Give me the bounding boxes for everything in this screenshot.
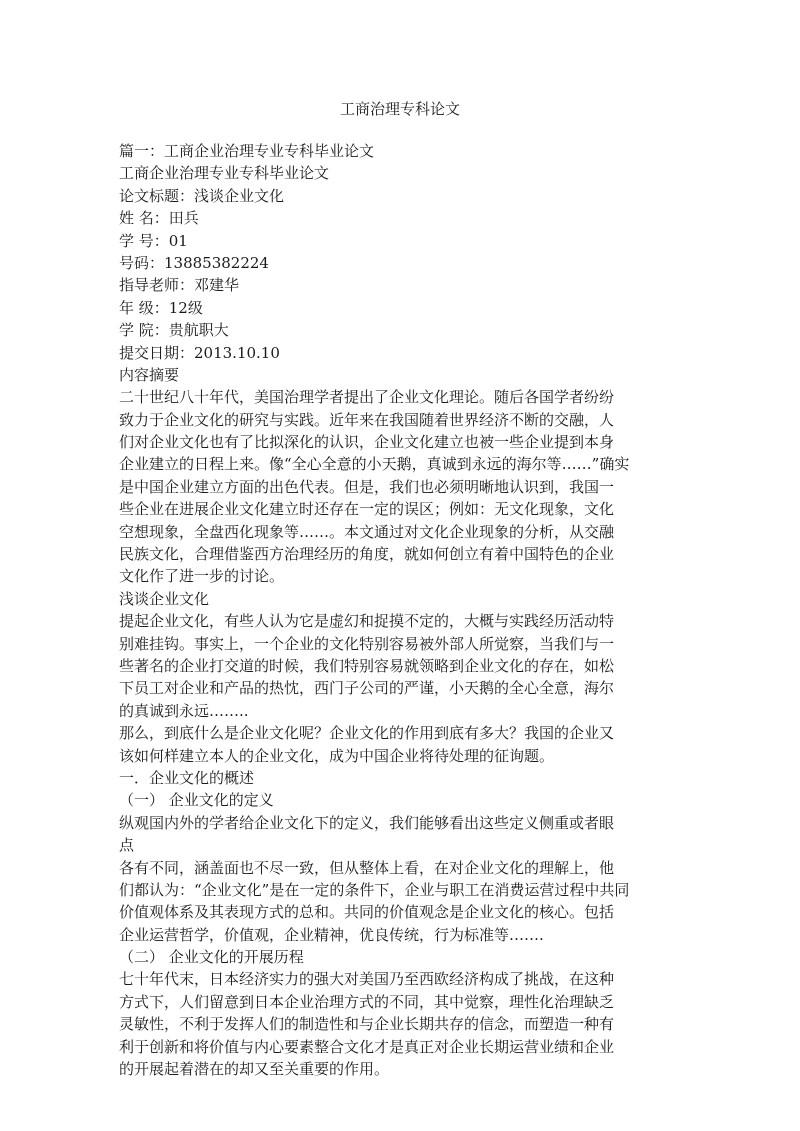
text-line: 学 院：贵航职大 [119,321,229,340]
text-line: 企业建立的日程上来。像“全心全意的小天鹅，真诚到永远的海尔等……”确实 [119,455,630,474]
text-line: 些著名的企业打交道的时候，我们特别容易就领略到企业文化的存在，如松 [119,656,615,675]
text-line: 工商企业治理专业专科毕业论文 [119,164,330,183]
text-line: 方式下，人们留意到日本企业治理方式的不同，其中觉察，理性化治理缺乏 [119,992,615,1011]
document-title: 工商治理专科论文 [339,100,460,118]
text-line: 提起企业文化，有些人认为它是虚幻和捉摸不定的，大概与实践经历活动特 [119,612,615,631]
text-line: 七十年代末，日本经济实力的强大对美国乃至西欧经济构成了挑战，在这种 [119,970,615,989]
text-line: 论文标题：浅谈企业文化 [119,186,285,205]
text-line: 的开展起着潜在的却又至关重要的作用。 [119,1060,390,1079]
text-line: 姓 名：田兵 [119,209,199,228]
text-line: 文化作了进一步的讨论。 [119,567,285,586]
text-line: 点 [119,836,135,855]
text-line: 们对企业文化也有了比拟深化的认识，企业文化建立也被一些企业提到本身 [119,433,615,452]
text-line: 致力于企业文化的研究与实践。近年来在我国随着世界经济不断的交融，人 [119,410,615,429]
text-line: 年 级：12级 [119,298,203,317]
text-line: 是中国企业建立方面的出色代表。但是，我们也必须明晰地认识到，我国一 [119,477,615,496]
text-line: 篇一：工商企业治理专业专科毕业论文 [119,142,375,160]
text-line: 空想现象，全盘西化现象等……。本文通过对文化企业现象的分析，从交融 [119,522,615,541]
text-line: 民族文化，合理借鉴西方治理经历的角度，就如何创立有着中国特色的企业 [119,545,615,564]
text-line: （一） 企业文化的定义 [119,791,274,810]
text-line: 企业运营哲学，价值观，企业精神，优良传统，行为标准等……. [119,925,544,944]
text-line: 价值观体系及其表现方式的总和。共同的价值观念是企业文化的核心。包括 [119,903,615,922]
text-line: 利于创新和将价值与内心要素整合文化才是真正对企业长期运营业绩和企业 [119,1037,615,1056]
text-line: 一．企业文化的概述 [119,768,255,787]
text-line: （二） 企业文化的开展历程 [119,948,304,967]
text-line: 各有不同，涵盖面也不尽一致，但从整体上看，在对企业文化的理解上，他 [119,858,615,877]
text-line: 提交日期：2013.10.10 [119,343,280,362]
text-line: 下员工对企业和产品的热忱，西门子公司的严谨，小天鹅的全心全意，海尔 [119,679,615,698]
text-line: 那么，到底什么是企业文化呢？企业文化的作用到底有多大？我国的企业又 [119,724,615,743]
text-line: 浅谈企业文化 [119,589,210,608]
text-line: 别难挂钩。事实上，一个企业的文化特别容易被外部人所觉察，当我们与一 [119,634,615,653]
text-line: 该如何样建立本人的企业文化，成为中国企业将待处理的征询题。 [119,746,555,765]
text-line: 二十世纪八十年代，美国治理学者提出了企业文化理论。随后各国学者纷纷 [119,388,615,407]
text-line: 号码：13885382224 [119,253,269,272]
text-line: 些企业在进展企业文化建立时还存在一定的误区；例如：无文化现象，文化 [119,500,615,519]
text-line: 纵观国内外的学者给企业文化下的定义，我们能够看出这些定义侧重或者眼 [119,813,615,832]
text-line: 的真诚到永远…….. [119,701,249,720]
text-line: 学 号：01 [119,231,188,250]
text-line: 们都认为：“企业文化”是在一定的条件下，企业与职工在消费运营过程中共同 [119,880,630,899]
document-body [119,140,685,1080]
text-line: 指导老师：邓建华 [119,276,240,295]
text-line: 内容摘要 [119,365,180,384]
text-line: 灵敏性，不利于发挥人们的制造性和与企业长期共存的信念，而塑造一种有 [119,1015,615,1034]
